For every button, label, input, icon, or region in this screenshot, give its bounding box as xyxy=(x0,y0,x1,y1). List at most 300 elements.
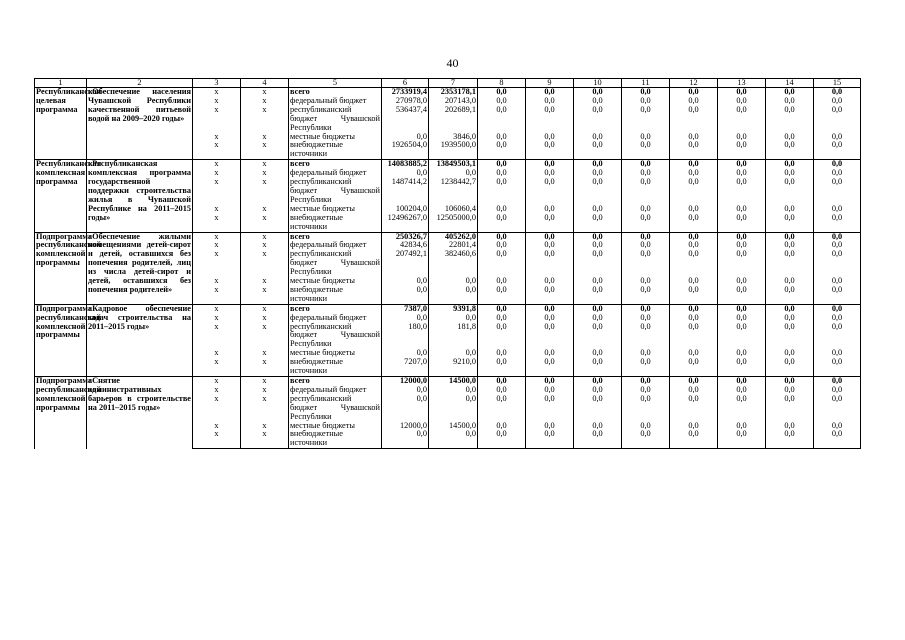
value-cell: 0,0 xyxy=(718,286,766,304)
value-cell: 0,0 xyxy=(670,304,718,313)
code-cell: х xyxy=(193,286,241,304)
code-cell: х xyxy=(193,422,241,431)
value-cell: 0,0 xyxy=(574,358,622,376)
program-title-cell: «Снятие административных барьеров в строительстве на 2011–2015 годы» xyxy=(87,377,193,449)
code-cell: х xyxy=(193,304,241,313)
value-cell: 0,0 xyxy=(766,106,814,133)
column-number: 1 xyxy=(35,79,87,88)
funding-source-cell: внебюджетные источники xyxy=(289,286,382,304)
column-number: 3 xyxy=(193,79,241,88)
code-cell: х xyxy=(241,323,289,350)
value-cell: 0,0 xyxy=(382,133,429,142)
value-cell: 0,0 xyxy=(670,160,718,169)
code-cell: х xyxy=(193,205,241,214)
funding-source-cell: внебюджетные источники xyxy=(289,430,382,448)
value-cell: 0,0 xyxy=(478,88,526,97)
code-cell: х xyxy=(193,133,241,142)
value-cell: 0,0 xyxy=(766,386,814,395)
value-cell: 0,0 xyxy=(766,314,814,323)
value-cell: 0,0 xyxy=(766,97,814,106)
value-cell: 0,0 xyxy=(766,214,814,232)
value-cell: 0,0 xyxy=(526,358,574,376)
value-cell: 0,0 xyxy=(670,314,718,323)
value-cell: 250326,7 xyxy=(382,232,429,241)
value-cell: 0,0 xyxy=(622,232,670,241)
value-cell: 0,0 xyxy=(766,178,814,205)
value-cell: 0,0 xyxy=(478,430,526,448)
value-cell: 0,0 xyxy=(526,377,574,386)
value-cell: 0,0 xyxy=(814,377,861,386)
value-cell: 0,0 xyxy=(622,160,670,169)
column-number: 8 xyxy=(478,79,526,88)
code-cell: х xyxy=(241,141,289,159)
column-number: 12 xyxy=(670,79,718,88)
value-cell: 0,0 xyxy=(718,88,766,97)
value-cell: 270978,0 xyxy=(382,97,429,106)
value-cell: 0,0 xyxy=(478,286,526,304)
funding-source-cell: республиканский бюджет Чувашской Республики xyxy=(290,249,380,277)
value-cell: 2353178,1 xyxy=(429,88,478,97)
value-cell: 0,0 xyxy=(622,422,670,431)
value-cell: 0,0 xyxy=(814,304,861,313)
value-cell: 0,0 xyxy=(622,386,670,395)
value-cell: 405262,0 xyxy=(429,232,478,241)
value-cell: 1939500,0 xyxy=(429,141,478,159)
value-cell: 0,0 xyxy=(718,178,766,205)
program-type-cell: Республиканская целевая программа xyxy=(35,88,87,160)
value-cell: 100204,0 xyxy=(382,205,429,214)
value-cell: 0,0 xyxy=(814,395,861,422)
value-cell: 382460,6 xyxy=(429,250,478,277)
value-cell: 0,0 xyxy=(670,430,718,448)
column-number: 2 xyxy=(87,79,193,88)
value-cell: 12505000,0 xyxy=(429,214,478,232)
code-cell: х xyxy=(193,106,241,133)
code-cell: х xyxy=(193,314,241,323)
value-cell: 0,0 xyxy=(574,178,622,205)
code-cell: х xyxy=(193,88,241,97)
funding-source-cell: всего xyxy=(289,304,382,313)
value-cell: 0,0 xyxy=(814,214,861,232)
value-cell: 0,0 xyxy=(382,386,429,395)
value-cell: 0,0 xyxy=(814,241,861,250)
value-cell: 0,0 xyxy=(814,232,861,241)
value-cell: 0,0 xyxy=(718,214,766,232)
program-type-cell: Подпрограмма республиканской комплексной программы xyxy=(35,377,87,449)
funding-source-cell: федеральный бюджет xyxy=(289,169,382,178)
value-cell: 0,0 xyxy=(766,349,814,358)
value-cell: 0,0 xyxy=(814,314,861,323)
value-cell: 0,0 xyxy=(478,106,526,133)
value-cell: 0,0 xyxy=(814,178,861,205)
value-cell: 0,0 xyxy=(766,133,814,142)
value-cell: 0,0 xyxy=(526,141,574,159)
value-cell: 0,0 xyxy=(718,141,766,159)
value-cell: 0,0 xyxy=(766,304,814,313)
code-cell: х xyxy=(241,178,289,205)
value-cell: 0,0 xyxy=(478,214,526,232)
value-cell: 0,0 xyxy=(429,395,478,422)
value-cell: 0,0 xyxy=(478,250,526,277)
value-cell: 0,0 xyxy=(526,304,574,313)
funding-source-cell: республиканский бюджет Чувашской Республики xyxy=(290,393,380,421)
code-cell: х xyxy=(193,430,241,448)
value-cell: 0,0 xyxy=(478,205,526,214)
value-cell: 0,0 xyxy=(429,386,478,395)
value-cell: 181,8 xyxy=(429,323,478,350)
column-number: 6 xyxy=(382,79,429,88)
funding-source-cell: всего xyxy=(289,377,382,386)
value-cell: 0,0 xyxy=(478,133,526,142)
value-cell: 0,0 xyxy=(622,349,670,358)
value-cell: 0,0 xyxy=(718,349,766,358)
funding-source-cell: республиканский бюджет Чувашской Республики xyxy=(290,177,380,204)
code-cell: х xyxy=(241,250,289,277)
code-cell: х xyxy=(241,314,289,323)
value-cell: 202689,1 xyxy=(429,106,478,133)
code-cell: х xyxy=(193,323,241,350)
value-cell: 0,0 xyxy=(478,160,526,169)
code-cell: х xyxy=(241,422,289,431)
value-cell: 0,0 xyxy=(574,141,622,159)
program-type-cell: Подпрограмма республиканской комплексной программы xyxy=(35,232,87,304)
value-cell: 0,0 xyxy=(574,395,622,422)
value-cell: 0,0 xyxy=(718,386,766,395)
value-cell: 0,0 xyxy=(814,88,861,97)
program-title-cell: «Кадровое обеспечение задач строительства на 2011–2015 годы» xyxy=(87,304,193,376)
value-cell: 0,0 xyxy=(766,169,814,178)
value-cell: 0,0 xyxy=(574,232,622,241)
value-cell: 0,0 xyxy=(670,232,718,241)
value-cell: 1487414,2 xyxy=(382,178,429,205)
value-cell: 180,0 xyxy=(382,323,429,350)
value-cell: 0,0 xyxy=(814,133,861,142)
value-cell: 0,0 xyxy=(814,286,861,304)
code-cell: х xyxy=(193,250,241,277)
code-cell: х xyxy=(241,214,289,232)
value-cell: 0,0 xyxy=(526,395,574,422)
value-cell: 0,0 xyxy=(622,241,670,250)
value-cell: 0,0 xyxy=(478,141,526,159)
code-cell: х xyxy=(193,349,241,358)
program-type-cell: Подпрограмма республиканской комплексной программы xyxy=(35,304,87,376)
value-cell: 0,0 xyxy=(574,422,622,431)
value-cell: 0,0 xyxy=(766,395,814,422)
value-cell: 106060,4 xyxy=(429,205,478,214)
value-cell: 0,0 xyxy=(574,106,622,133)
funding-source-cell: местные бюджеты xyxy=(289,205,382,214)
value-cell: 0,0 xyxy=(574,97,622,106)
value-cell: 22801,4 xyxy=(429,241,478,250)
value-cell: 0,0 xyxy=(622,304,670,313)
column-number: 14 xyxy=(766,79,814,88)
value-cell: 0,0 xyxy=(429,430,478,448)
value-cell: 0,0 xyxy=(526,386,574,395)
value-cell: 14083885,2 xyxy=(382,160,429,169)
value-cell: 0,0 xyxy=(670,178,718,205)
value-cell: 0,0 xyxy=(718,395,766,422)
value-cell: 0,0 xyxy=(670,169,718,178)
value-cell: 0,0 xyxy=(622,169,670,178)
program-title-cell: «Обеспечение жилыми помещениями детей-сирот и детей, оставшихся без попечения родителей, лиц из числа детей-сирот и детей, оставшихся без попечения родителей» xyxy=(87,232,193,304)
value-cell: 0,0 xyxy=(766,232,814,241)
column-number: 7 xyxy=(429,79,478,88)
value-cell: 0,0 xyxy=(814,97,861,106)
value-cell: 0,0 xyxy=(670,214,718,232)
value-cell: 0,0 xyxy=(622,314,670,323)
value-cell: 0,0 xyxy=(670,422,718,431)
value-cell: 0,0 xyxy=(526,323,574,350)
value-cell: 0,0 xyxy=(766,358,814,376)
value-cell: 0,0 xyxy=(622,377,670,386)
value-cell: 0,0 xyxy=(478,349,526,358)
value-cell: 0,0 xyxy=(670,277,718,286)
code-cell: х xyxy=(241,97,289,106)
value-cell: 0,0 xyxy=(526,277,574,286)
value-cell: 0,0 xyxy=(718,169,766,178)
value-cell: 0,0 xyxy=(622,141,670,159)
funding-source-cell: внебюджетные источники xyxy=(289,214,382,232)
funding-source-cell: федеральный бюджет xyxy=(289,97,382,106)
value-cell: 0,0 xyxy=(526,97,574,106)
funding-source-cell: всего xyxy=(289,232,382,241)
value-cell: 0,0 xyxy=(382,277,429,286)
value-cell: 0,0 xyxy=(526,106,574,133)
value-cell: 0,0 xyxy=(814,141,861,159)
value-cell: 9391,8 xyxy=(429,304,478,313)
funding-source-cell: республиканский бюджет Чувашской Республики xyxy=(290,104,380,132)
value-cell: 0,0 xyxy=(718,241,766,250)
program-title-cell: «Республиканская комплексная программа государственной поддержки строительства жилья в Чувашской Республике на 2011–2015 годы» xyxy=(87,160,193,232)
code-cell: х xyxy=(241,377,289,386)
value-cell: 0,0 xyxy=(622,323,670,350)
code-cell: х xyxy=(241,106,289,133)
code-cell: х xyxy=(241,395,289,422)
value-cell: 0,0 xyxy=(478,386,526,395)
value-cell: 0,0 xyxy=(526,286,574,304)
funding-source-cell: местные бюджеты xyxy=(289,277,382,286)
code-cell: х xyxy=(193,160,241,169)
value-cell: 0,0 xyxy=(526,232,574,241)
code-cell: х xyxy=(241,386,289,395)
code-cell: х xyxy=(193,377,241,386)
value-cell: 0,0 xyxy=(670,106,718,133)
code-cell: х xyxy=(241,277,289,286)
value-cell: 0,0 xyxy=(622,106,670,133)
value-cell: 0,0 xyxy=(670,205,718,214)
value-cell: 0,0 xyxy=(526,349,574,358)
code-cell: х xyxy=(241,169,289,178)
value-cell: 0,0 xyxy=(814,169,861,178)
value-cell: 0,0 xyxy=(814,386,861,395)
value-cell: 0,0 xyxy=(718,358,766,376)
value-cell: 0,0 xyxy=(526,169,574,178)
value-cell: 0,0 xyxy=(766,250,814,277)
funding-source-cell: местные бюджеты xyxy=(289,422,382,431)
value-cell: 0,0 xyxy=(766,205,814,214)
value-cell: 0,0 xyxy=(814,422,861,431)
code-cell: х xyxy=(241,160,289,169)
value-cell: 0,0 xyxy=(574,323,622,350)
value-cell: 0,0 xyxy=(574,169,622,178)
code-cell: х xyxy=(241,232,289,241)
value-cell: 0,0 xyxy=(718,106,766,133)
code-cell: х xyxy=(193,386,241,395)
value-cell: 0,0 xyxy=(622,430,670,448)
value-cell: 0,0 xyxy=(670,133,718,142)
value-cell: 0,0 xyxy=(622,277,670,286)
code-cell: х xyxy=(241,304,289,313)
value-cell: 0,0 xyxy=(574,386,622,395)
value-cell: 0,0 xyxy=(574,205,622,214)
funding-source-cell: всего xyxy=(289,88,382,97)
value-cell: 0,0 xyxy=(670,349,718,358)
value-cell: 0,0 xyxy=(718,250,766,277)
value-cell: 0,0 xyxy=(670,141,718,159)
code-cell: х xyxy=(193,241,241,250)
value-cell: 0,0 xyxy=(478,314,526,323)
funding-source-cell: федеральный бюджет xyxy=(289,314,382,323)
column-number: 10 xyxy=(574,79,622,88)
value-cell: 0,0 xyxy=(526,314,574,323)
code-cell: х xyxy=(193,178,241,205)
value-cell: 0,0 xyxy=(670,395,718,422)
value-cell: 2733919,4 xyxy=(382,88,429,97)
value-cell: 0,0 xyxy=(478,377,526,386)
page-number: 40 xyxy=(446,56,459,70)
value-cell: 0,0 xyxy=(574,286,622,304)
value-cell: 0,0 xyxy=(526,214,574,232)
value-cell: 0,0 xyxy=(814,323,861,350)
value-cell: 0,0 xyxy=(429,277,478,286)
value-cell: 14500,0 xyxy=(429,422,478,431)
value-cell: 0,0 xyxy=(574,250,622,277)
value-cell: 7387,0 xyxy=(382,304,429,313)
value-cell: 207143,0 xyxy=(429,97,478,106)
value-cell: 0,0 xyxy=(382,349,429,358)
value-cell: 0,0 xyxy=(478,395,526,422)
value-cell: 0,0 xyxy=(670,323,718,350)
value-cell: 0,0 xyxy=(574,133,622,142)
value-cell: 0,0 xyxy=(622,214,670,232)
program-type-cell: Республиканская комплексная программа xyxy=(35,160,87,232)
value-cell: 12000,0 xyxy=(382,377,429,386)
value-cell: 3846,0 xyxy=(429,133,478,142)
value-cell: 0,0 xyxy=(478,277,526,286)
value-cell: 0,0 xyxy=(718,314,766,323)
value-cell: 0,0 xyxy=(622,395,670,422)
code-cell: х xyxy=(241,286,289,304)
value-cell: 13849503,1 xyxy=(429,160,478,169)
value-cell: 0,0 xyxy=(718,205,766,214)
value-cell: 0,0 xyxy=(670,377,718,386)
value-cell: 0,0 xyxy=(526,178,574,205)
value-cell: 0,0 xyxy=(718,133,766,142)
value-cell: 0,0 xyxy=(478,241,526,250)
value-cell: 0,0 xyxy=(429,314,478,323)
value-cell: 1238442,7 xyxy=(429,178,478,205)
code-cell: х xyxy=(241,430,289,448)
value-cell: 0,0 xyxy=(574,314,622,323)
value-cell: 0,0 xyxy=(429,286,478,304)
value-cell: 0,0 xyxy=(670,97,718,106)
column-number: 15 xyxy=(814,79,861,88)
value-cell: 0,0 xyxy=(718,377,766,386)
value-cell: 12000,0 xyxy=(382,422,429,431)
value-cell: 0,0 xyxy=(622,178,670,205)
code-cell: х xyxy=(241,205,289,214)
funding-source-cell: местные бюджеты xyxy=(289,133,382,142)
code-cell: х xyxy=(193,141,241,159)
value-cell: 0,0 xyxy=(429,169,478,178)
value-cell: 0,0 xyxy=(574,241,622,250)
value-cell: 0,0 xyxy=(670,358,718,376)
budget-table xyxy=(34,78,861,449)
value-cell: 0,0 xyxy=(670,88,718,97)
value-cell: 0,0 xyxy=(814,430,861,448)
value-cell: 0,0 xyxy=(478,304,526,313)
value-cell: 14500,0 xyxy=(429,377,478,386)
funding-source-cell: всего xyxy=(289,160,382,169)
value-cell: 0,0 xyxy=(814,349,861,358)
value-cell: 0,0 xyxy=(814,205,861,214)
value-cell: 207492,1 xyxy=(382,250,429,277)
value-cell: 0,0 xyxy=(382,430,429,448)
code-cell: х xyxy=(193,395,241,422)
value-cell: 0,0 xyxy=(478,358,526,376)
value-cell: 7207,0 xyxy=(382,358,429,376)
value-cell: 0,0 xyxy=(766,323,814,350)
column-number: 11 xyxy=(622,79,670,88)
funding-source-cell: федеральный бюджет xyxy=(289,241,382,250)
value-cell: 0,0 xyxy=(382,169,429,178)
value-cell: 12496267,0 xyxy=(382,214,429,232)
value-cell: 0,0 xyxy=(766,422,814,431)
value-cell: 0,0 xyxy=(526,430,574,448)
value-cell: 9210,0 xyxy=(429,358,478,376)
column-number: 4 xyxy=(241,79,289,88)
value-cell: 0,0 xyxy=(478,178,526,205)
program-title-cell: «Обеспечение населения Чувашской Республики качественной питьевой водой на 2009–2020 годы» xyxy=(87,88,193,160)
value-cell: 0,0 xyxy=(766,277,814,286)
code-cell: х xyxy=(241,88,289,97)
value-cell: 0,0 xyxy=(526,241,574,250)
code-cell: х xyxy=(193,214,241,232)
value-cell: 0,0 xyxy=(766,88,814,97)
value-cell: 0,0 xyxy=(814,106,861,133)
value-cell: 0,0 xyxy=(622,205,670,214)
value-cell: 0,0 xyxy=(814,277,861,286)
value-cell: 0,0 xyxy=(526,88,574,97)
value-cell: 0,0 xyxy=(526,422,574,431)
value-cell: 0,0 xyxy=(766,286,814,304)
value-cell: 0,0 xyxy=(526,250,574,277)
value-cell: 0,0 xyxy=(622,250,670,277)
value-cell: 0,0 xyxy=(622,97,670,106)
value-cell: 0,0 xyxy=(574,160,622,169)
value-cell: 0,0 xyxy=(718,430,766,448)
value-cell: 0,0 xyxy=(622,133,670,142)
value-cell: 0,0 xyxy=(766,377,814,386)
value-cell: 42834,6 xyxy=(382,241,429,250)
code-cell: х xyxy=(241,358,289,376)
table-body xyxy=(35,79,861,449)
value-cell: 0,0 xyxy=(814,250,861,277)
code-cell: х xyxy=(193,232,241,241)
funding-source-cell: местные бюджеты xyxy=(289,349,382,358)
funding-source-cell: внебюджетные источники xyxy=(289,141,382,159)
value-cell: 0,0 xyxy=(670,241,718,250)
